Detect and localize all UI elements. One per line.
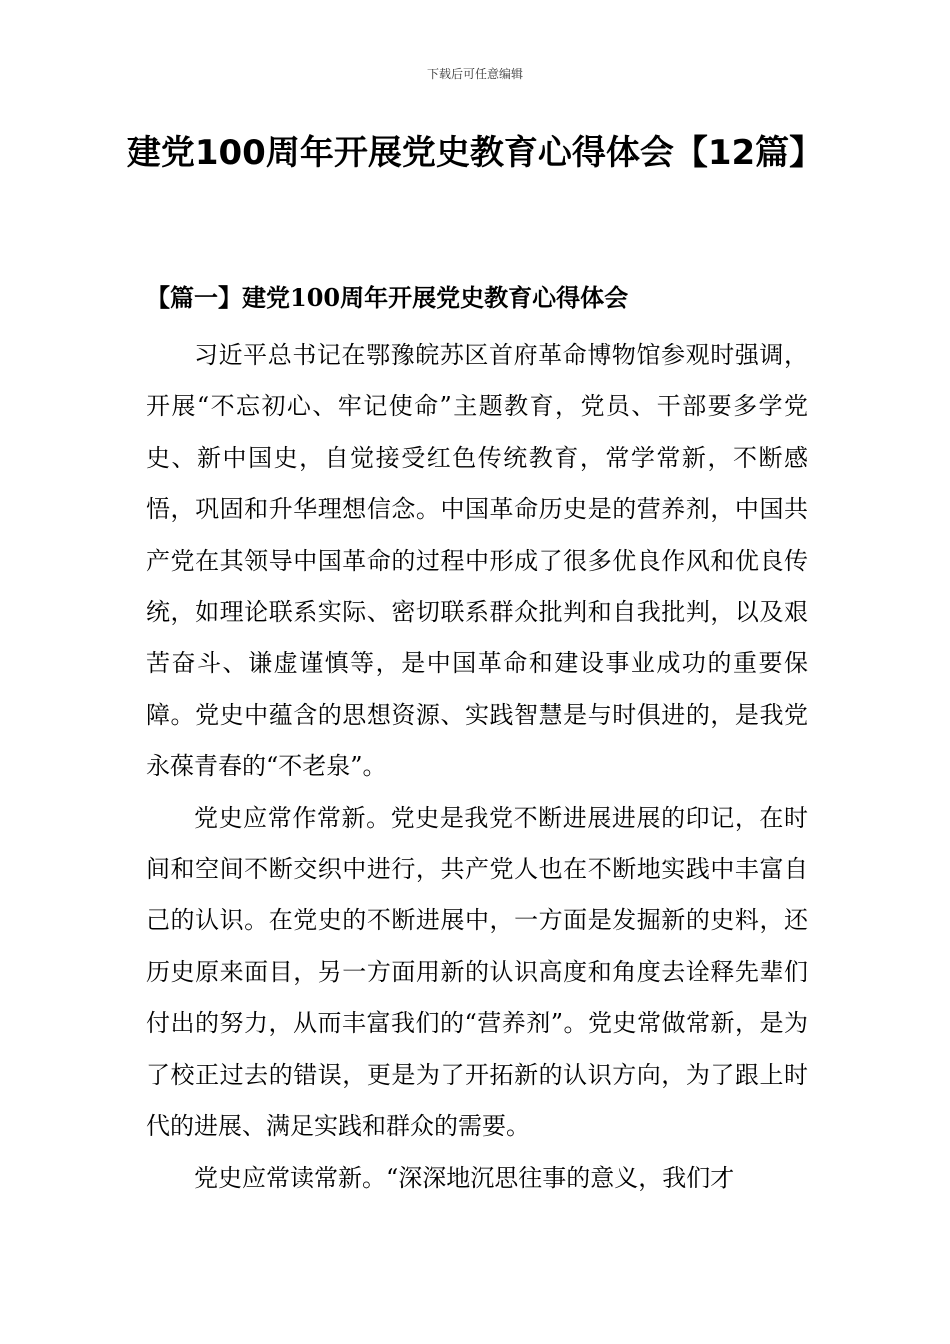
document-title: 建党100周年开展党史教育心得体会【12篇】	[126, 133, 824, 173]
section-heading: 【篇一】建党100周年开展党史教育心得体会	[146, 283, 629, 312]
paragraph: 习近平总书记在鄂豫皖苏区首府革命博物馆参观时强调，开展“不忘初心、牢记使命”主题教育，党员、干部要多学党史、新中国史，自觉接受红色传统教育，常学常新，不断感悟，巩固和升华理想信念。中国革命历史是的营养剂，中国共产党在其领导中国革命的过程中形成了很多优良作风和优良传统，如理论联系实际、密切联系群众批判和自我批判，以及艰苦奋斗、谦虚谨慎等，是中国革命和建设事业成功的重要保障。党史中蕴含的思想资源、实践智慧是与时俱进的，是我党永葆青春的“不老泉”。	[146, 341, 808, 781]
paragraph: 党史应常作常新。党史是我党不断进展进展的印记，在时间和空间不断交织中进行，共产党人也在不断地实践中丰富自己的认识。在党史的不断进展中，一方面是发掘新的史料，还历史原来面目，另一方面用新的认识高度和角度去诠释先辈们付出的努力，从而丰富我们的“营养剂”。党史常做常新，是为了校正过去的错误，更是为了开拓新的认识方向，为了跟上时代的进展、满足实践和群众的需要。	[146, 803, 808, 1141]
body-text	[146, 330, 808, 1204]
paragraph: 党史应常读常新。“深深地沉思往事的意义，我们才	[194, 1163, 735, 1192]
header-note: 下载后可任意编辑	[426, 67, 523, 81]
